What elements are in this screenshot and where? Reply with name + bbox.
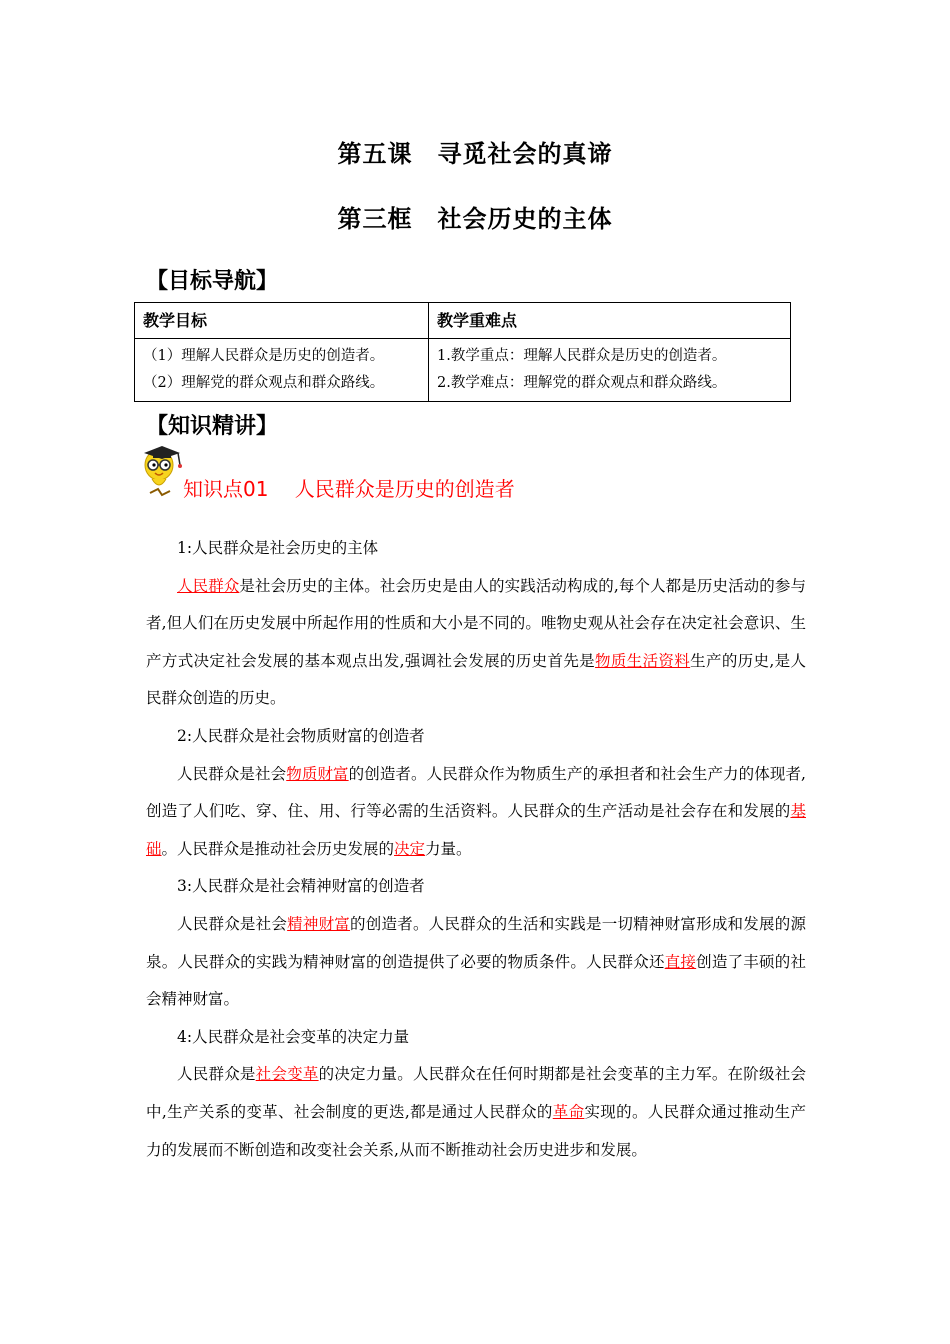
key-term: 物质生活资料 bbox=[595, 651, 691, 670]
table-row bbox=[135, 339, 791, 402]
knowledge-point-header bbox=[140, 443, 840, 503]
paragraph-text: 的创造者。人民群众的生活和实践是一切精神财富形成和发展的源泉。人民群众的实践为精神财富的创造提供了必要的物质条件。人民群众还 bbox=[146, 914, 806, 971]
key-term: 决定 bbox=[394, 839, 426, 858]
paragraph-text: 力量。 bbox=[425, 839, 472, 858]
graduation-chick-icon bbox=[140, 443, 186, 499]
paragraph-text: 的决定力量。人民群众在任何时期都是社会变革的主力军。在阶级社会中,生产关系的变革、社会制度的更迭,都是通过人民群众的 bbox=[146, 1065, 806, 1121]
paragraph-text: 的创造者。人民群众作为物质生产的承担者和社会生产力的体现者,创造了人们吃、穿、住、用、行等必需的生活资料。人民群众的生产活动是社会存在和发展的 bbox=[146, 764, 806, 821]
section-paragraph bbox=[146, 568, 806, 718]
goals-nav-heading: 【目标导航】 bbox=[146, 269, 279, 294]
goal-line: （2）理解党的群众观点和群众路线。 bbox=[143, 375, 385, 391]
paragraph-text: 人民群众是社会 bbox=[177, 764, 287, 783]
paragraph-text: 是社会历史的主体。社会历史是由人的实践活动构成的,每个人都是历史活动的参与者,但人们在历史发展中所起作用的性质和大小是不同的。唯物史观从社会存在决定社会意识、生产方式决定社会发展的基本观点出发,强调社会发展的历史首先是 bbox=[146, 576, 806, 670]
goals-cell bbox=[135, 339, 429, 402]
knowledge-point-title: 知识点01 人民群众是历史的创造者 bbox=[183, 477, 515, 501]
section-subtitle: 3:人民群众是社会精神财富的创造者 bbox=[177, 877, 425, 896]
frame-title: 第三框 社会历史的主体 bbox=[337, 205, 613, 233]
goal-line: （1）理解人民群众是历史的创造者。 bbox=[143, 348, 385, 364]
key-term: 人民群众 bbox=[177, 576, 240, 595]
section-paragraph bbox=[146, 756, 806, 869]
paragraph-text: 人民群众是社会 bbox=[177, 914, 288, 933]
header-key-difficult-points: 教学重难点 bbox=[429, 303, 791, 339]
key-term: 革命 bbox=[552, 1102, 585, 1121]
knowledge-heading: 【知识精讲】 bbox=[146, 414, 279, 439]
lesson-title: 第五课 寻觅社会的真谛 bbox=[337, 140, 613, 168]
key-term: 精神财富 bbox=[287, 914, 351, 933]
key-term: 直接 bbox=[664, 952, 697, 971]
paragraph-text: 创造了丰硕的社会精神财富。 bbox=[146, 952, 806, 1009]
goals-table bbox=[134, 302, 791, 402]
section-subtitle: 1:人民群众是社会历史的主体 bbox=[177, 539, 379, 557]
paragraph-text: 生产的历史,是人民群众创造的历史。 bbox=[146, 651, 806, 708]
paragraph-text: 。人民群众是推动社会历史发展的 bbox=[161, 839, 395, 858]
section-paragraph bbox=[146, 1056, 806, 1169]
key-term: 社会变革 bbox=[255, 1065, 319, 1084]
section-subtitle: 4:人民群众是社会变革的决定力量 bbox=[177, 1027, 410, 1046]
key-point-line: 1.教学重点：理解人民群众是历史的创造者。 bbox=[437, 348, 727, 364]
section-subtitle: 2:人民群众是社会物质财富的创造者 bbox=[177, 726, 425, 745]
knowledge-content bbox=[146, 530, 806, 1169]
paragraph-text: 实现的。人民群众通过推动生产力的发展而不断创造和改变社会关系,从而不断推动社会历史进步和发展。 bbox=[146, 1102, 806, 1159]
key-term: 基础 bbox=[146, 802, 806, 858]
paragraph-text: 人民群众是 bbox=[177, 1065, 256, 1084]
section-paragraph bbox=[146, 906, 806, 1019]
table-header-row bbox=[135, 303, 791, 339]
key-term: 物质财富 bbox=[286, 764, 349, 783]
key-point-line: 2.教学难点：理解党的群众观点和群众路线。 bbox=[437, 375, 727, 391]
key-points-cell bbox=[429, 339, 791, 402]
header-teaching-goals: 教学目标 bbox=[135, 303, 429, 339]
